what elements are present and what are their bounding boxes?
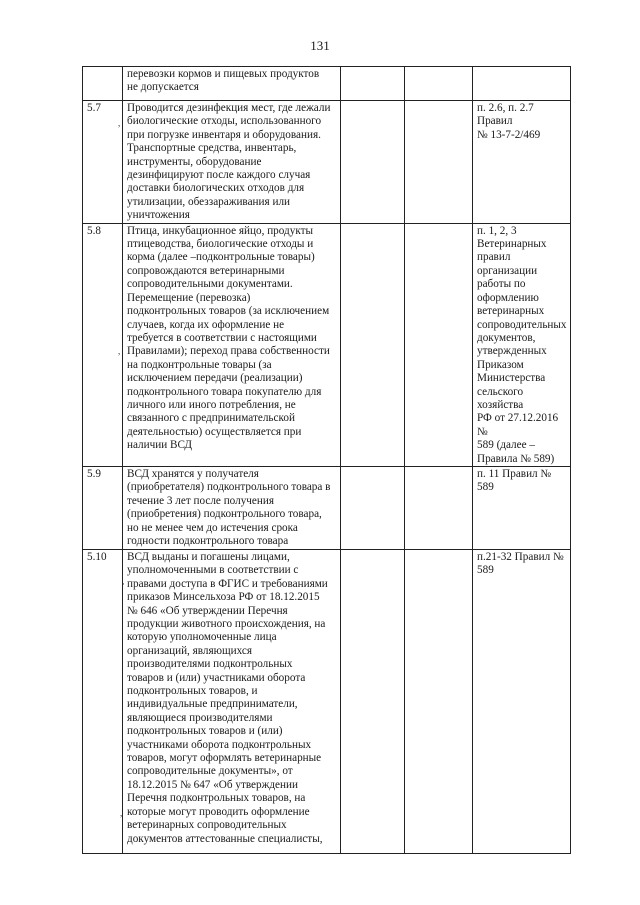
empty-cell xyxy=(341,67,405,101)
empty-cell xyxy=(405,101,473,224)
scan-mark: , xyxy=(118,346,121,356)
scan-mark: , xyxy=(120,808,123,818)
empty-cell xyxy=(405,67,473,101)
reference-text: п. 11 Правил № 589 xyxy=(473,466,571,549)
table-row xyxy=(83,223,571,466)
row-number xyxy=(83,67,123,101)
page-number: 131 xyxy=(310,38,330,53)
row-number: 5.8 xyxy=(83,223,123,466)
table-row xyxy=(83,101,571,224)
empty-cell xyxy=(341,549,405,853)
row-number: 5.10 xyxy=(83,549,123,853)
row-number: 5.7 xyxy=(83,101,123,224)
requirement-text: Проводится дезинфекция мест, где лежали биологические отходы, использованного при погрузке инвентаря и оборудования. Транспортные средства, инвентарь, инструменты, оборудование дезинфицируют после каждого случая доставки биологических отходов для утилизации, обеззараживания или уничтожения xyxy=(123,101,341,224)
empty-cell xyxy=(405,549,473,853)
table-row xyxy=(83,466,571,549)
empty-cell xyxy=(405,466,473,549)
empty-cell xyxy=(341,466,405,549)
table-row xyxy=(83,67,571,101)
empty-cell xyxy=(341,223,405,466)
requirement-text: Птица, инкубационное яйцо, продукты птицеводства, биологические отходы и корма (далее –подконтрольные товары) сопровождаются ветеринарными сопроводительными документами. Перемещение (перевозка) подконтрольных товаров (за исключением случаев, когда их оформление не требуется в соответствии с настоящими Правилами); переход права собственности на подконтрольные товары (за исключением передачи (реализации) подконтрольного товара покупателю для личного или иного потребления, не связанного с предпринимательской деятельностью) осуществляется при наличии ВСД xyxy=(123,223,341,466)
reference-text: п. 1, 2, 3 Ветеринарных правил организации работы по оформлению ветеринарных сопроводительных документов, утвержденных Приказом Министерства сельского хозяйства РФ от 27.12.2016 № 589 (далее – Правила № 589) xyxy=(473,223,571,466)
reference-text xyxy=(473,67,571,101)
empty-cell xyxy=(341,101,405,224)
reference-text: п. 2.6, п. 2.7 Правил № 13-7-2/469 xyxy=(473,101,571,224)
reference-text: п.21-32 Правил № 589 xyxy=(473,549,571,853)
requirement-text: ВСД хранятся у получателя (приобретателя) подконтрольного товара в течение 3 лет после получения (приобретения) подконтрольного товара, но не менее чем до истечения срока годности подконтрольного товара xyxy=(123,466,341,549)
row-number: 5.9 xyxy=(83,466,123,549)
scan-mark: , xyxy=(122,576,125,586)
requirements-table xyxy=(82,66,571,854)
table-row xyxy=(83,549,571,853)
scan-mark: , xyxy=(118,118,121,128)
requirement-text: перевозки кормов и пищевых продуктов не допускается xyxy=(123,67,341,101)
empty-cell xyxy=(405,223,473,466)
requirement-text: ВСД выданы и погашены лицами, уполномоченными в соответствии с правами доступа в ФГИС и требованиями приказов Минсельхоза РФ от 18.12.2015 № 646 «Об утверждении Перечня продукции животного происхождения, на которую уполномоченные лица организаций, являющихся производителями подконтрольных товаров и (или) участниками оборота подконтрольных товаров, и индивидуальные предприниматели, являющиеся производителями подконтрольных товаров и (или) участниками оборота подконтрольных товаров, могут оформлять ветеринарные сопроводительные документы», от 18.12.2015 № 647 «Об утверждении Перечня подконтрольных товаров, на которые могут проводить оформление ветеринарных сопроводительных документов аттестованные специалисты, xyxy=(123,549,341,853)
